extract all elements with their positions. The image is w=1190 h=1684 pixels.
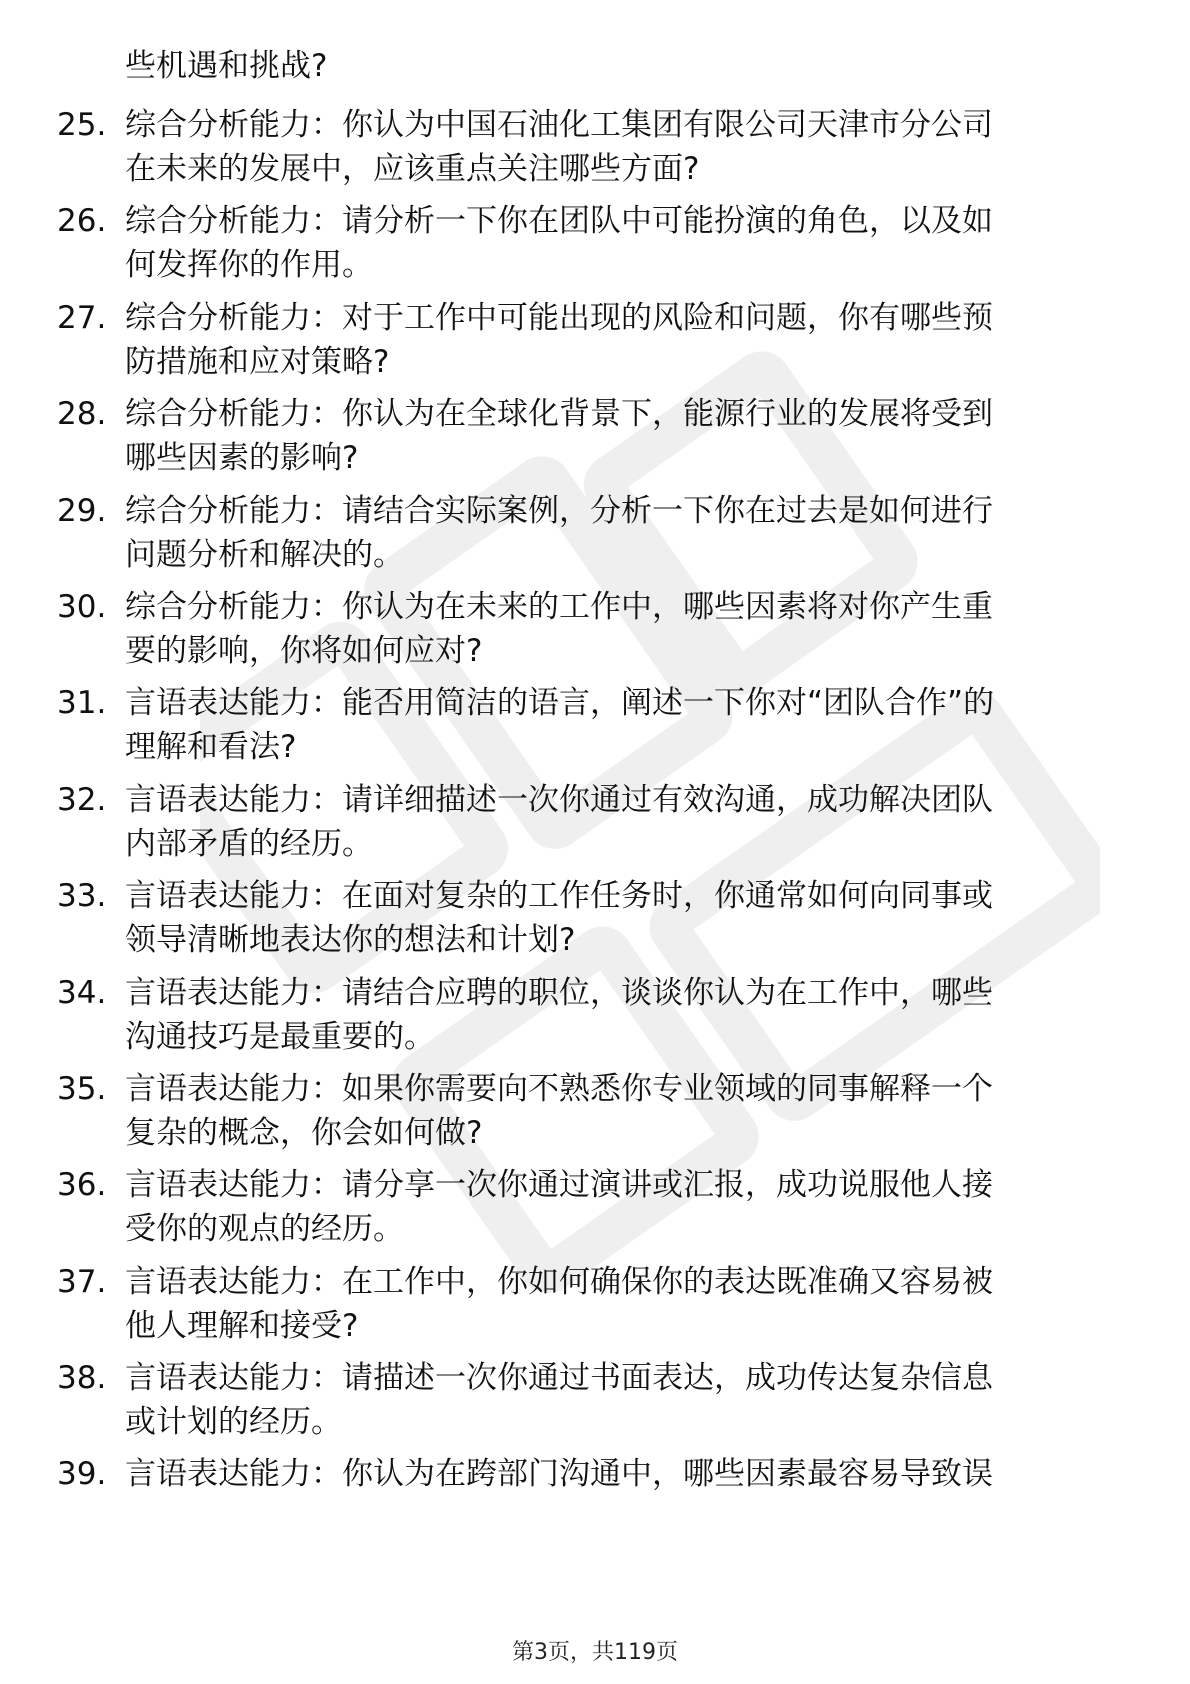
question-text-line: 言语表达能力：请详细描述一次你通过有效沟通，成功解决团队 bbox=[125, 781, 993, 818]
question-item bbox=[0, 1452, 1190, 1538]
question-text-line: 或计划的经历。 bbox=[125, 1404, 342, 1441]
question-number: 31. bbox=[57, 685, 107, 722]
question-text-line: 受你的观点的经历。 bbox=[125, 1211, 404, 1248]
question-number: 36. bbox=[57, 1167, 107, 1204]
question-text bbox=[125, 103, 1105, 191]
question-text-line: 内部矛盾的经历。 bbox=[125, 825, 373, 862]
question-text bbox=[125, 971, 1105, 1059]
question-number: 35. bbox=[57, 1070, 107, 1107]
question-text-line: 言语表达能力：请结合应聘的职位，谈谈你认为在工作中，哪些 bbox=[125, 974, 993, 1011]
question-number: 33. bbox=[57, 878, 107, 915]
question-text bbox=[125, 778, 1105, 866]
page-footer: 第3页，共119页 bbox=[512, 1640, 678, 1665]
question-number: 27. bbox=[57, 299, 107, 336]
question-text-line: 言语表达能力：请描述一次你通过书面表达，成功传达复杂信息 bbox=[125, 1360, 993, 1397]
question-text bbox=[125, 1260, 1105, 1348]
question-number: 38. bbox=[57, 1360, 107, 1397]
question-text-line: 他人理解和接受? bbox=[125, 1307, 359, 1344]
question-text-line: 综合分析能力：请分析一下你在团队中可能扮演的角色，以及如 bbox=[125, 203, 993, 240]
question-item bbox=[0, 971, 1190, 1057]
question-item bbox=[0, 392, 1190, 478]
question-text-line: 综合分析能力：你认为在全球化背景下，能源行业的发展将受到 bbox=[125, 396, 993, 433]
question-text bbox=[125, 1356, 1105, 1444]
question-text-line: 综合分析能力：对于工作中可能出现的风险和问题，你有哪些预 bbox=[125, 299, 993, 336]
question-text bbox=[125, 681, 1105, 769]
question-text-line: 综合分析能力：你认为在未来的工作中，哪些因素将对你产生重 bbox=[125, 588, 993, 625]
continued-question-text: 些机遇和挑战? bbox=[125, 48, 328, 84]
question-text bbox=[125, 296, 1105, 384]
question-text-line: 复杂的概念，你会如何做? bbox=[125, 1114, 483, 1151]
question-number: 32. bbox=[57, 781, 107, 818]
question-text bbox=[125, 392, 1105, 480]
question-text-line: 在未来的发展中，应该重点关注哪些方面? bbox=[125, 151, 700, 187]
question-item bbox=[0, 199, 1190, 285]
question-number: 26. bbox=[57, 203, 107, 240]
question-item bbox=[0, 874, 1190, 960]
question-text bbox=[125, 489, 1105, 577]
question-number: 25. bbox=[57, 107, 107, 143]
question-text bbox=[125, 585, 1105, 673]
question-text bbox=[125, 874, 1105, 962]
question-number: 30. bbox=[57, 588, 107, 625]
question-text bbox=[125, 1163, 1105, 1251]
question-text-line: 言语表达能力：在面对复杂的工作任务时，你通常如何向同事或 bbox=[125, 878, 993, 915]
question-text-line: 理解和看法? bbox=[125, 729, 297, 766]
question-text-line: 沟通技巧是最重要的。 bbox=[125, 1018, 435, 1055]
question-number: 29. bbox=[57, 492, 107, 529]
question-number: 34. bbox=[57, 974, 107, 1011]
question-text bbox=[125, 199, 1105, 287]
question-text-line: 何发挥你的作用。 bbox=[125, 247, 373, 284]
question-text-line: 防措施和应对策略? bbox=[125, 343, 390, 380]
question-text-line: 言语表达能力：你认为在跨部门沟通中，哪些因素最容易导致误 bbox=[125, 1456, 993, 1493]
question-text-line: 言语表达能力：能否用简洁的语言，阐述一下你对“团队合作”的 bbox=[125, 685, 995, 722]
question-item bbox=[0, 296, 1190, 382]
question-item bbox=[0, 585, 1190, 671]
question-text-line: 综合分析能力：请结合实际案例，分析一下你在过去是如何进行 bbox=[125, 492, 993, 529]
question-item bbox=[0, 489, 1190, 575]
question-list bbox=[0, 103, 1190, 1549]
question-item bbox=[0, 681, 1190, 767]
question-text-line: 言语表达能力：如果你需要向不熟悉你专业领域的同事解释一个 bbox=[125, 1070, 993, 1107]
question-text-line: 问题分析和解决的。 bbox=[125, 536, 404, 573]
question-item bbox=[0, 1356, 1190, 1442]
question-item bbox=[0, 103, 1190, 189]
question-text-line: 言语表达能力：在工作中，你如何确保你的表达既准确又容易被 bbox=[125, 1263, 993, 1300]
question-item bbox=[0, 778, 1190, 864]
question-text-line: 要的影响，你将如何应对? bbox=[125, 632, 483, 669]
question-item bbox=[0, 1260, 1190, 1346]
question-number: 37. bbox=[57, 1263, 107, 1300]
question-text-line: 综合分析能力：你认为中国石油化工集团有限公司天津市分公司 bbox=[125, 107, 993, 143]
question-text bbox=[125, 1067, 1105, 1155]
question-item bbox=[0, 1163, 1190, 1249]
question-number: 39. bbox=[57, 1456, 107, 1493]
question-text-line: 领导清晰地表达你的想法和计划? bbox=[125, 922, 576, 959]
question-item bbox=[0, 1067, 1190, 1153]
question-text-line: 言语表达能力：请分享一次你通过演讲或汇报，成功说服他人接 bbox=[125, 1167, 993, 1204]
question-number: 28. bbox=[57, 396, 107, 433]
question-text bbox=[125, 1452, 1105, 1496]
question-text-line: 哪些因素的影响? bbox=[125, 440, 359, 477]
